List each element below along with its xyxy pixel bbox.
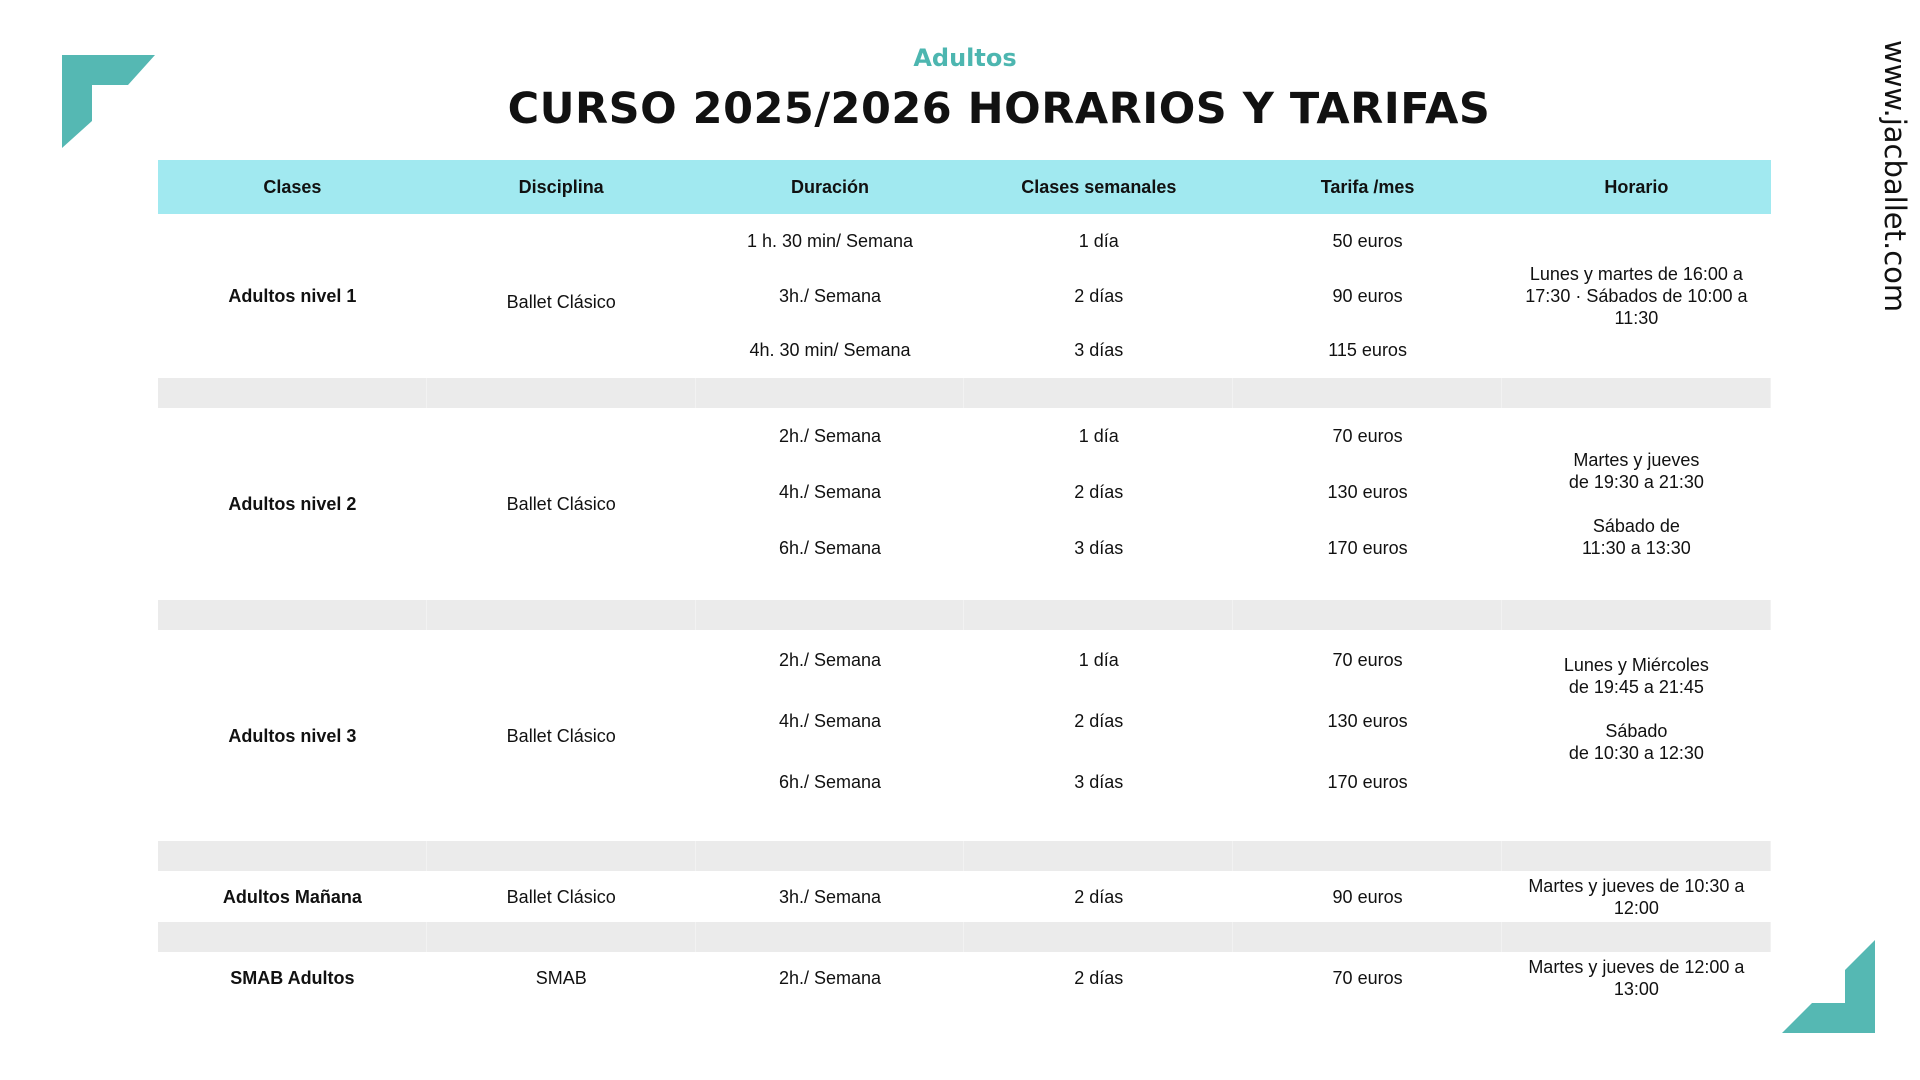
duration-column <box>696 408 965 600</box>
weekly-classes-value: 1 día <box>1078 650 1119 670</box>
duration-value: 1 h. 30 min/ Semana <box>746 230 914 251</box>
row-separator <box>158 922 1771 952</box>
duration-value: 2h./ Semana <box>778 968 882 988</box>
row-separator <box>158 841 1771 871</box>
discipline: Ballet Clásico <box>506 725 616 746</box>
schedule-text: Martes y jueves de 12:00 a 13:00 <box>1528 957 1745 999</box>
weekly-classes-value: 3 días <box>1074 340 1124 361</box>
weekly-classes-value: 2 días <box>1074 886 1124 907</box>
column-header-horario: Horario <box>1604 177 1669 197</box>
column-header-disciplina: Disciplina <box>518 177 604 197</box>
table-row-group <box>158 871 1771 922</box>
weekly-classes-column <box>964 214 1233 378</box>
schedule-text: Martes y jueves de 10:30 a 12:00 <box>1528 875 1745 918</box>
fee-value: 90 euros <box>1332 886 1403 907</box>
weekly-classes-value: 1 día <box>1078 425 1119 446</box>
weekly-classes-column <box>964 408 1233 600</box>
schedule-table <box>158 160 1771 1004</box>
schedule-text: Lunes y Miércoles de 19:45 a 21:45 Sábado de 10:30 a 12:30 <box>1563 655 1709 763</box>
fee-value: 70 euros <box>1332 968 1403 988</box>
duration-value: 3h./ Semana <box>778 285 882 306</box>
corner-decoration-bottom-right <box>1782 940 1875 1033</box>
weekly-classes-value: 2 días <box>1074 711 1124 731</box>
class-name: Adultos nivel 3 <box>228 725 357 746</box>
weekly-classes-value: 2 días <box>1074 481 1124 502</box>
table-row-group <box>158 952 1771 1004</box>
column-header-duracion: Duración <box>790 177 869 197</box>
discipline: Ballet Clásico <box>506 292 616 312</box>
column-header-clases: Clases <box>263 177 322 197</box>
duration-value: 6h./ Semana <box>778 537 882 558</box>
table-row-group <box>158 214 1771 378</box>
duration-column <box>696 630 965 841</box>
fee-value: 90 euros <box>1332 285 1403 306</box>
page-subtitle: Adultos <box>913 44 1017 72</box>
website-url: www.jacballet.com <box>1878 40 1912 313</box>
fee-value: 70 euros <box>1332 650 1403 670</box>
discipline: Ballet Clásico <box>506 886 616 907</box>
table-header-row <box>158 160 1771 214</box>
fee-value: 115 euros <box>1328 340 1407 361</box>
row-separator <box>158 600 1771 630</box>
weekly-classes-value: 2 días <box>1074 968 1124 988</box>
fee-value: 70 euros <box>1332 425 1403 446</box>
discipline: SMAB <box>535 968 587 988</box>
weekly-classes-value: 3 días <box>1074 537 1124 558</box>
fee-value: 130 euros <box>1327 481 1408 502</box>
column-header-clases-semanales: Clases semanales <box>1021 177 1177 197</box>
fee-value: 170 euros <box>1327 772 1408 792</box>
row-separator <box>158 378 1771 408</box>
fee-column <box>1233 214 1502 378</box>
duration-value: 6h./ Semana <box>778 772 882 792</box>
schedule-text: Martes y jueves de 19:30 a 21:30 Sábado de 11:30 a 13:30 <box>1568 450 1704 558</box>
class-name: SMAB Adultos <box>230 968 355 988</box>
column-header-tarifa: Tarifa /mes <box>1320 177 1415 197</box>
discipline: Ballet Clásico <box>506 494 616 514</box>
weekly-classes-value: 1 día <box>1078 230 1119 251</box>
duration-column <box>696 214 965 378</box>
class-name: Adultos Mañana <box>222 886 362 907</box>
fee-value: 50 euros <box>1332 230 1403 251</box>
fee-column <box>1233 408 1502 600</box>
class-name: Adultos nivel 2 <box>228 494 357 514</box>
duration-value: 4h. 30 min/ Semana <box>749 340 911 361</box>
weekly-classes-column <box>964 630 1233 841</box>
schedule-text: Lunes y martes de 16:00 a 17:30 · Sábados de 10:00 a 11:30 <box>1525 264 1748 328</box>
class-name: Adultos nivel 1 <box>228 286 357 306</box>
table-row-group <box>158 630 1771 841</box>
table-row-group <box>158 408 1771 600</box>
fee-value: 130 euros <box>1327 711 1408 731</box>
duration-value: 3h./ Semana <box>778 886 882 907</box>
duration-value: 4h./ Semana <box>778 711 882 731</box>
fee-column <box>1233 630 1502 841</box>
fee-value: 170 euros <box>1327 537 1408 558</box>
duration-value: 4h./ Semana <box>778 481 882 502</box>
weekly-classes-value: 3 días <box>1074 772 1124 792</box>
duration-value: 2h./ Semana <box>778 650 882 670</box>
duration-value: 2h./ Semana <box>778 425 882 446</box>
page-title: CURSO 2025/2026 HORARIOS Y TARIFAS <box>507 84 1491 134</box>
weekly-classes-value: 2 días <box>1074 285 1124 306</box>
